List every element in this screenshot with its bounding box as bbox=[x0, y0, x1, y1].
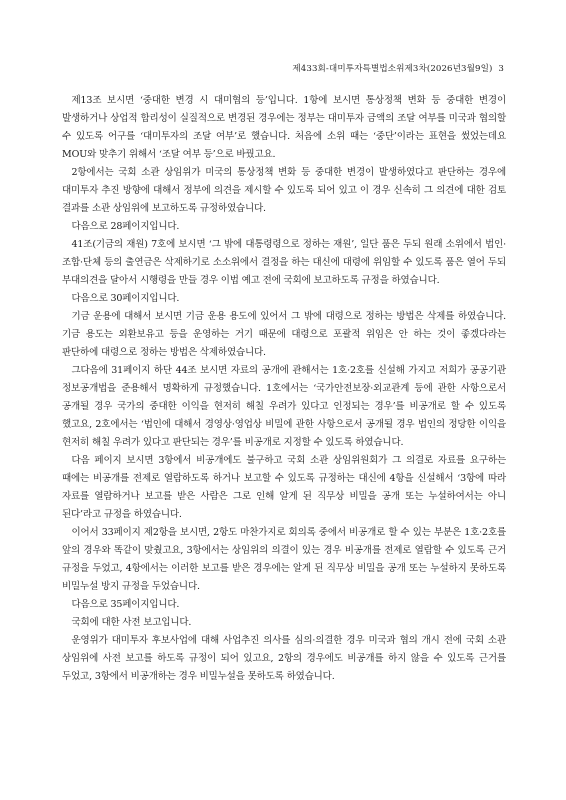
paragraph: 그다음에 31페이지 하단 44조 보시면 자료의 공개에 관해서는 1호·2호를 신설해 가지고 저희가 공공기관 정보공개법을 준용해서 명확하게 규정했습니다. 1호에서는 ‘국가안전보장·외교관계 등에 관한 사항으로서 공개될 경우 국가의 중대한 이익을 현저히 해칠 우려가 있다고 인정되는 경우’를 비공개로 할 수 있도록 했고요, 2호에서는 ‘법인에 대해서 경영상·영업상 비밀에 관한 사항으로서 공개될 경우 법인의 정당한 이익을 현저히 해칠 우려가 있다고 판단되는 경우’를 비공개로 지정할 수 있도록 하였습니다. bbox=[62, 365, 506, 448]
paragraph: 이어서 33페이지 제2항을 보시면, 2항도 마찬가지로 회의록 중에서 비공개로 할 수 있는 부분은 1호·2호를 앞의 경우와 똑같이 맞췄고요, 3항에서는 상임위의 의결이 있는 경우 비공개를 전제로 열람할 수 있도록 근거 규정을 두었고, 4항에서는 이러한 보고를 받은 경우에는 알게 된 직무상 비밀을 공개 또는 누설하지 못하도록 비밀누설 방지 규정을 두었습니다. bbox=[62, 527, 506, 592]
paragraph: 2항에서는 국회 소관 상임위가 미국의 통상정책 변화 등 중대한 변경이 발생하였다고 판단하는 경우에 대미투자 추진 방향에 대해서 정부에 의견을 제시할 수 있도록 되어 있고 이 경우 신속히 그 의견에 대한 검토 결과를 소관 상임위에 보고하도록 규정하였습니다. bbox=[62, 167, 506, 214]
page-header bbox=[292, 62, 504, 74]
document-body bbox=[62, 92, 506, 686]
paragraph: 다음으로 35페이지입니다. bbox=[71, 599, 180, 610]
paragraph: 다음으로 30페이지입니다. bbox=[71, 293, 180, 304]
paragraph: 국회에 대한 사전 보고입니다. bbox=[71, 617, 192, 628]
session-info: 제433회-대미투자특별법소위제3차(2026년3월9일) bbox=[292, 64, 493, 74]
paragraph: 다음 페이지 보시면 3항에서 비공개에도 불구하고 국회 소관 상임위원회가 그 의결로 자료를 요구하는 때에는 비공개를 전제로 열람하도록 하거나 보고할 수 있도록 규정하는 대신에 4항을 신설해서 ‘3항에 따라 자료를 열람하거나 보고를 받은 사람은 그로 인해 알게 된 직무상 비밀을 공개 또는 누설하여서는 아니 된다’라고 규정을 하였습니다. bbox=[62, 455, 506, 520]
paragraph: 운영위가 대미투자 후보사업에 대해 사업추진 의사를 심의·의결한 경우 미국과 협의 개시 전에 국회 소관 상임위에 사전 보고를 하도록 규정이 되어 있고요, 2항의 경우에도 비공개를 하지 않을 수 있도록 근거를 두었고, 3항에서 비공개하는 경우 비밀누설을 못하도록 하였습니다. bbox=[62, 635, 506, 682]
paragraph: 기금 운용에 대해서 보시면 기금 운용 용도에 있어서 그 밖에 대령으로 정하는 방법은 삭제를 하였습니다. 기금 용도는 외환보유고 등을 운영하는 거기 때문에 대령으로 포괄적 위임은 안 하는 것이 좋겠다라는 판단하에 대령으로 정하는 방법은 삭제하였습니다. bbox=[62, 311, 506, 358]
page-number: 3 bbox=[498, 64, 504, 74]
paragraph: 41조(기금의 재원) 7호에 보시면 ‘그 밖에 대통령령으로 정하는 재원’, 일단 품은 두되 원래 소위에서 법인·조합·단체 등의 출연금은 삭제하기로 소소위에서 결정을 하는 대신에 대령에 위임할 수 있도록 품은 열어 두되 부대의견을 달아서 시행령을 만들 경우 이법 예고 전에 국회에 보고하도록 규정을 하였습니다. bbox=[62, 239, 506, 286]
paragraph: 다음으로 28페이지입니다. bbox=[71, 221, 180, 232]
paragraph: 제13조 보시면 ‘중대한 변경 시 대미협의 등’입니다. 1항에 보시면 통상정책 변화 등 중대한 변경이 발생하거나 상업적 합리성이 실질적으로 변경된 경우에는 정부는 대미투자 금액의 조달 여부를 미국과 협의할 수 있도록 어구를 ‘대미투자의 조달 여부’로 했습니다. 처음에 소위 때는 ‘중단’이라는 표현을 썼었는데요 MOU와 맞추기 위해서 ‘조달 여부 등’으로 바꿨고요. bbox=[62, 95, 506, 160]
